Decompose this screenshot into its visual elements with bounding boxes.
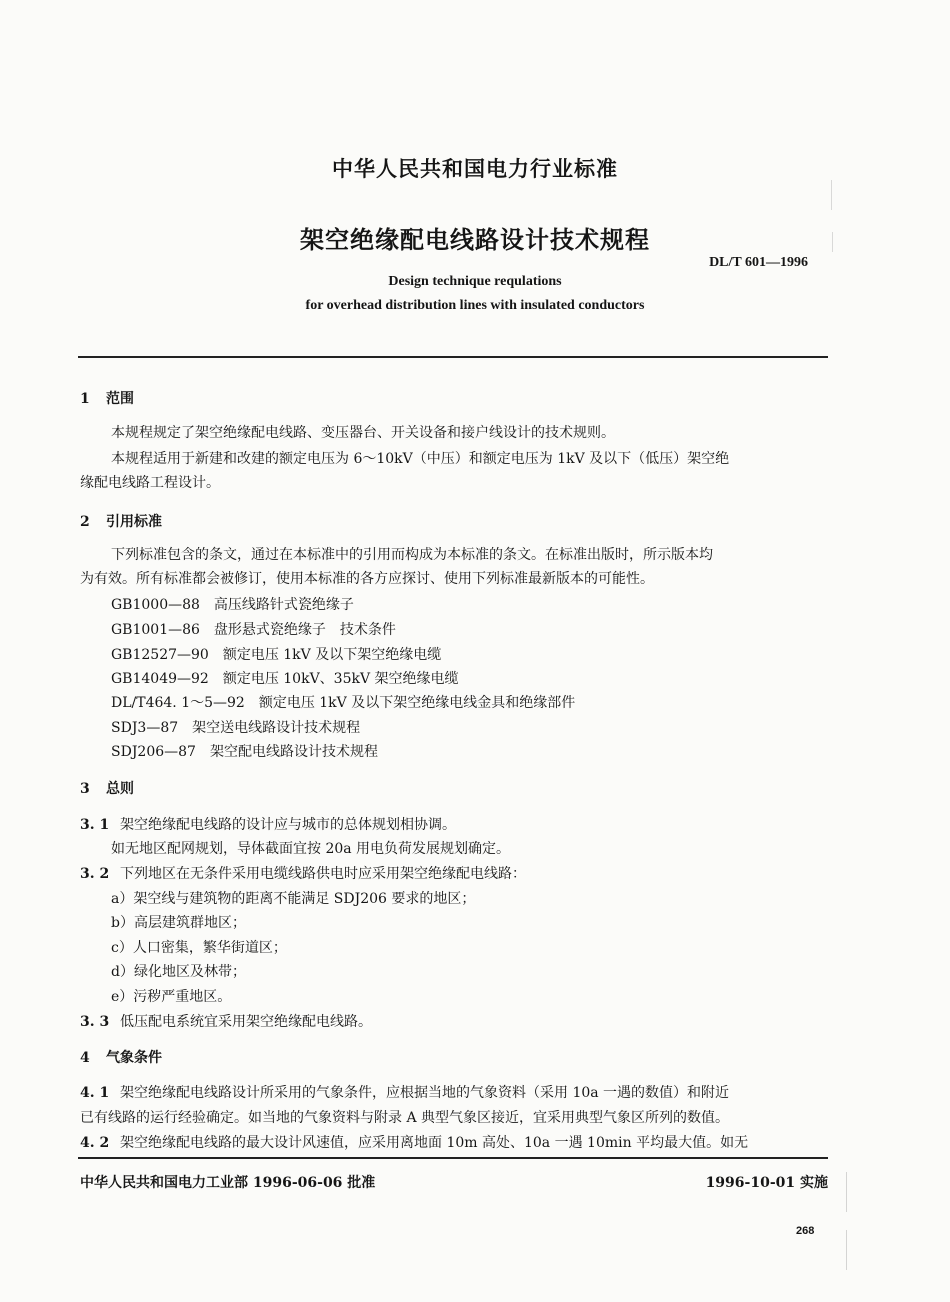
scan-artifact <box>846 1172 847 1212</box>
reference-standard: DL/T464. 1～5—92 额定电压 1kV 及以下架空绝缘电线金具和绝缘部件 <box>111 695 576 711</box>
clause-text: 架空绝缘配电线路的设计应与城市的总体规划相协调。 <box>120 817 456 833</box>
section-3-heading <box>80 778 134 798</box>
section-title: 范围 <box>106 391 134 407</box>
clause-4-2 <box>80 1132 748 1152</box>
document-title-en-line1: Design technique requlations <box>388 274 562 289</box>
issuing-organization: 中华人民共和国电力行业标准 <box>332 156 618 181</box>
clause-text: 低压配电系统宜采用架空绝缘配电线路。 <box>120 1014 372 1030</box>
footer-rule <box>78 1157 828 1159</box>
clause-number: 3. 3 <box>80 1014 110 1030</box>
list-item: e）污秽严重地区。 <box>111 989 232 1005</box>
clause-number: 4. 1 <box>80 1085 110 1101</box>
section-number: 1 <box>80 391 90 407</box>
clause-continuation: 已有线路的运行经验确定。如当地的气象资料与附录 A 典型气象区接近，宜采用典型气象区所列的数值。 <box>80 1110 730 1126</box>
list-item: b）高层建筑群地区； <box>111 915 246 931</box>
reference-standard: SDJ3—87 架空送电线路设计技术规程 <box>111 720 361 736</box>
clause-3-3 <box>80 1011 372 1031</box>
section-title: 气象条件 <box>106 1050 162 1066</box>
section-number: 3 <box>80 781 90 797</box>
section-number: 2 <box>80 514 90 530</box>
reference-standard: GB12527—90 额定电压 1kV 及以下架空绝缘电缆 <box>111 647 442 663</box>
clause-text: 架空绝缘配电线路的最大设计风速值，应采用离地面 10m 高处、10a 一遇 10min 平均最大值。如无 <box>120 1135 749 1151</box>
clause-text: 架空绝缘配电线路设计所采用的气象条件，应根据当地的气象资料（采用 10a 一遇的数值）和附近 <box>120 1085 730 1101</box>
standard-code: DL/T 601—1996 <box>709 255 808 270</box>
clause-number: 3. 2 <box>80 866 110 882</box>
page-number: 268 <box>796 1225 815 1237</box>
clause-3-1 <box>80 814 456 834</box>
section-1-heading <box>80 388 134 408</box>
list-item: d）绿化地区及林带； <box>111 964 246 980</box>
list-item: c）人口密集，繁华街道区； <box>111 940 287 956</box>
paragraph: 下列标准包含的条文，通过在本标准中的引用而构成为本标准的条文。在标准出版时，所示版本均 <box>111 547 713 563</box>
paragraph-continuation: 为有效。所有标准都会被修订，使用本标准的各方应探讨、使用下列标准最新版本的可能性。 <box>80 571 654 587</box>
clause-continuation: 如无地区配网规划，导体截面宜按 20a 用电负荷发展规划确定。 <box>111 841 511 857</box>
clause-text: 下列地区在无条件采用电缆线路供电时应采用架空绝缘配电线路： <box>120 866 526 882</box>
section-number: 4 <box>80 1050 90 1066</box>
document-title-en-line2: for overhead distribution lines with insulated conductors <box>305 298 645 313</box>
scan-artifact <box>831 180 832 210</box>
paragraph-continuation: 缘配电线路工程设计。 <box>80 475 220 491</box>
clause-3-2 <box>80 863 526 883</box>
reference-standard: SDJ206—87 架空配电线路设计技术规程 <box>111 744 378 760</box>
reference-standard: GB1001—86 盘形悬式瓷绝缘子 技术条件 <box>111 622 396 638</box>
reference-standard: GB1000—88 高压线路针式瓷绝缘子 <box>111 597 354 613</box>
clause-number: 3. 1 <box>80 817 110 833</box>
list-item: a）架空线与建筑物的距离不能满足 SDJ206 要求的地区； <box>111 891 476 907</box>
paragraph: 本规程规定了架空绝缘配电线路、变压器台、开关设备和接户线设计的技术规则。 <box>111 425 615 441</box>
reference-standard: GB14049—92 额定电压 10kV、35kV 架空绝缘电缆 <box>111 671 459 687</box>
scan-artifact <box>832 232 833 252</box>
section-4-heading <box>80 1047 162 1067</box>
scan-artifact <box>846 1230 847 1270</box>
approval-line: 中华人民共和国电力工业部 1996-06-06 批准 <box>80 1175 376 1191</box>
section-2-heading <box>80 511 162 531</box>
paragraph: 本规程适用于新建和改建的额定电压为 6～10kV（中压）和额定电压为 1kV 及以下（低压）架空绝 <box>111 451 730 467</box>
clause-number: 4. 2 <box>80 1135 110 1151</box>
effective-date: 1996-10-01 实施 <box>705 1175 828 1191</box>
document-title-cn: 架空绝缘配电线路设计技术规程 <box>300 225 650 254</box>
section-title: 总则 <box>106 781 134 797</box>
clause-4-1 <box>80 1082 729 1102</box>
section-title: 引用标准 <box>106 514 162 530</box>
header-rule <box>78 356 828 358</box>
